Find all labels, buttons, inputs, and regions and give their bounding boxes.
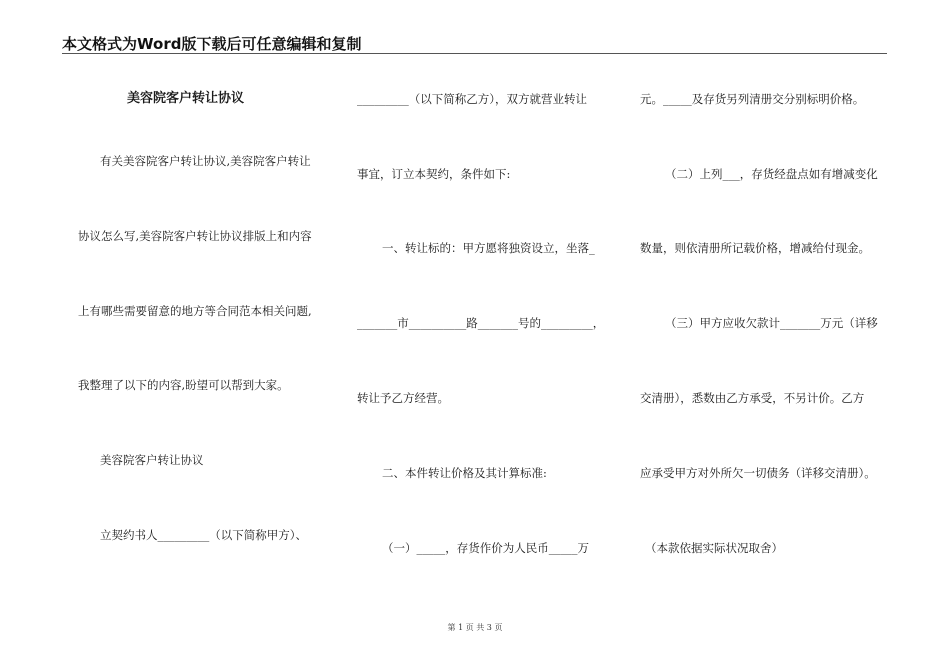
paragraph-line: 一、转让标的：甲方愿将独资设立，坐落_: [382, 241, 595, 255]
section-heading: 二、本件转让价格及其计算标准:: [382, 466, 547, 480]
document-title: 美容院客户转让协议: [127, 91, 245, 106]
paragraph-line: 转让予乙方经营。: [357, 391, 449, 405]
paragraph-line: 应承受甲方对外所欠一切债务（详移交清册）。: [640, 466, 876, 480]
section-heading: 美容院客户转让协议: [100, 453, 204, 467]
paragraph-line: 交清册），悉数由乙方承受，不另计价。乙方: [640, 391, 865, 405]
paragraph-line: 立契约书人_________（以下简称甲方）、: [100, 528, 307, 542]
paragraph-line: （三）甲方应收欠款计_______万元（详移: [665, 316, 878, 330]
paragraph-line: 有关美容院客户转让协议,美容院客户转让: [100, 154, 311, 168]
paragraph-line: （本款依据实际状况取舍）: [645, 541, 783, 555]
paragraph-line: 上有哪些需要留意的地方等合同范本相关问题,: [78, 304, 312, 318]
paragraph-line: 数量，则依清册所记载价格，增减给付现金。: [640, 241, 870, 255]
paragraph-line: _______市__________路_______号的_________，: [357, 316, 605, 330]
page-number: 第 1 页 共 3 页: [447, 623, 503, 632]
header-rule: [62, 53, 887, 54]
paragraph-line: （一）_____，存货作价为人民币_____万: [382, 541, 589, 555]
paragraph-line: _________（以下简称乙方），双方就营业转让: [357, 92, 587, 106]
paragraph-line: 元。_____及存货另列清册交分别标明价格。: [640, 92, 865, 106]
paragraph-line: 协议怎么写,美容院客户转让协议排版上和内容: [78, 229, 312, 243]
paragraph-line: （二）上列___，存货经盘点如有增减变化: [665, 167, 878, 181]
paragraph-line: 我整理了以下的内容,盼望可以帮到大家。: [78, 378, 289, 392]
download-banner: 本文格式为Word版下载后可任意编辑和复制: [62, 35, 362, 53]
paragraph-line: 事宜，订立本契约，条件如下:: [357, 167, 511, 181]
